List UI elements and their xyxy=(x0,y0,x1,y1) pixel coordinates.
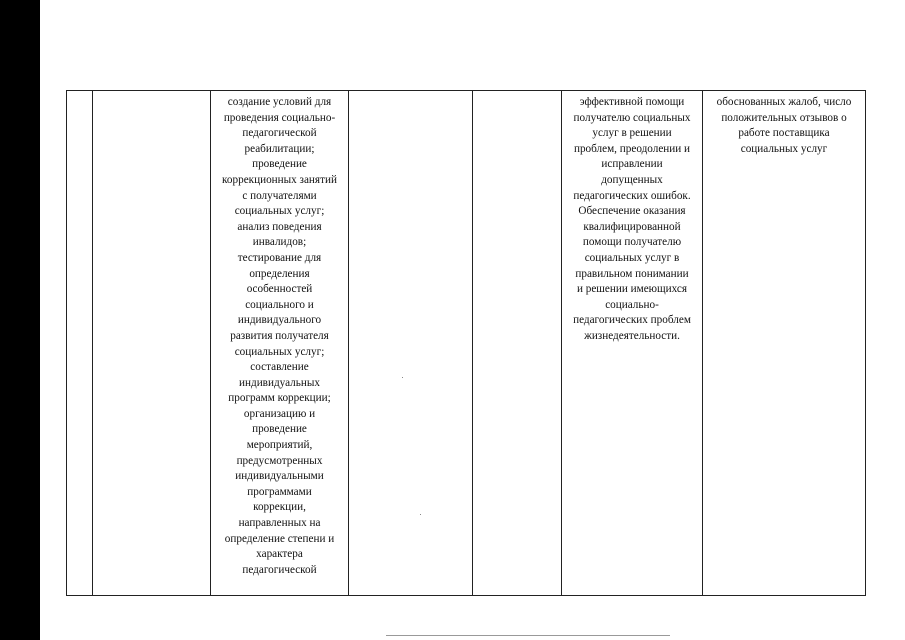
standard-table xyxy=(66,90,866,596)
table-cell-service-description: создание условий для проведения социально- педагогической реабилитации; проведение коррекционных занятий с получателями социальных услуг; анализ поведения инвалидов; тестирование для определения особенностей социального и индивидуального развития получателя социальных услуг; составление индивидуальных программ коррекции; организацию и проведение мероприятий, предусмотренных индивидуальными программами коррекции, направленных на определение степени и характера педагогической xyxy=(211,91,349,596)
table-cell-evaluation: обоснованных жалоб, число положительных отзывов о работе поставщика социальных услуг xyxy=(703,91,866,596)
table-cell-cost xyxy=(473,91,562,596)
table-cell-number xyxy=(67,91,93,596)
bottom-rule xyxy=(386,635,670,636)
table-cell-deadline xyxy=(349,91,473,596)
scan-speck xyxy=(402,377,403,378)
table-cell-quality: эффективной помощи получателю социальных услуг в решении проблем, преодолении и исправлении допущенных педагогических ошибок. Обеспечение оказания квалифицированной помощи получателю социальных услуг в правильном понимании и решении имеющихся социально- педагогических проблем жизнедеятельности. xyxy=(562,91,703,596)
scan-speck xyxy=(420,514,421,515)
table-row xyxy=(67,91,866,596)
scan-dark-edge xyxy=(0,0,40,640)
table-cell-service-name xyxy=(93,91,211,596)
